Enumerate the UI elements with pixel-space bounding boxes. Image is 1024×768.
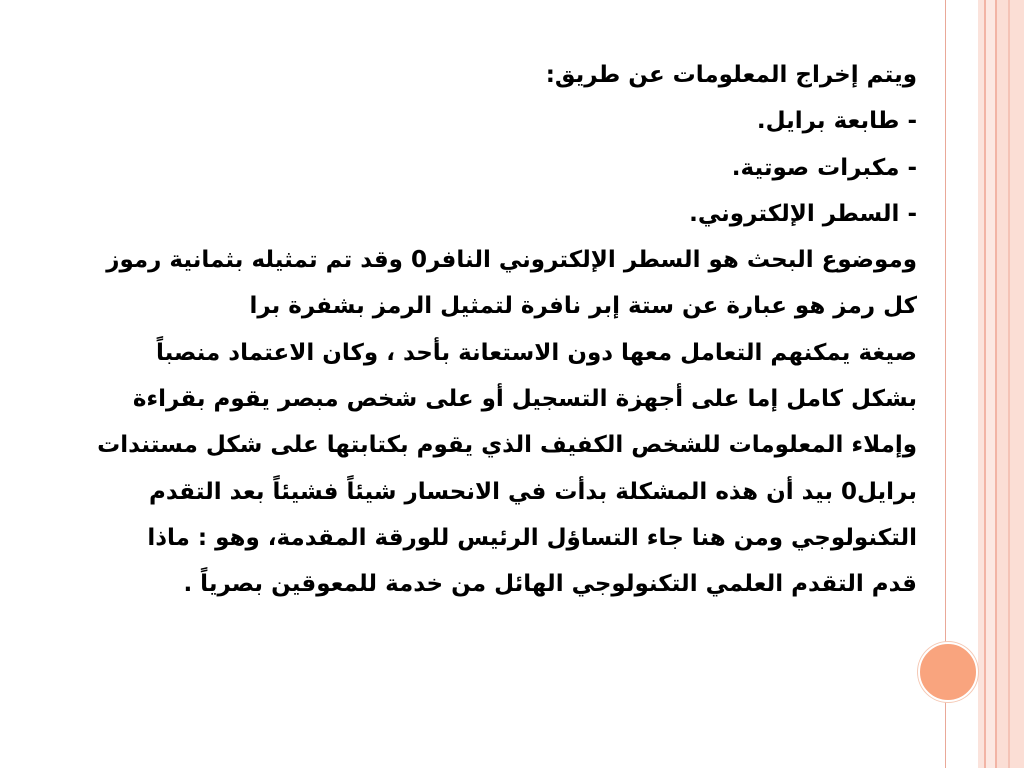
context-paragraph: صيغة يمكنهم التعامل معها دون الاستعانة بأحد ، وكان الاعتماد منصباً بشكل كامل إما على أجهزة التسجيل أو على شخص مبصر يقوم بقراءة وإملاء المعلومات للشخص الكفيف الذي يقوم بكتابتها على شكل مستندات برايل0 بيد أن هذه المشكلة بدأت في الانحسار شيئاً فشيئاً بعد التقدم التكنولوجي ومن هنا جاء التساؤل الرئيس للورقة المقدمة، وهو : ماذا قدم التقدم العلمي التكنولوجي الهائل من خدمة للمعوقين بصرياً . <box>97 339 917 598</box>
intro-line: ويتم إخراج المعلومات عن طريق: <box>545 62 917 88</box>
edge-stripe <box>997 0 1024 768</box>
bullet-speakers: - مكبرات صوتية. <box>731 154 917 181</box>
bullet-braille-printer: - طابعة برايل. <box>756 108 917 135</box>
decorative-circle <box>918 642 978 702</box>
bullet-electronic-line: - السطر الإلكتروني. <box>689 200 917 227</box>
edge-stripe <box>986 0 995 768</box>
research-topic-paragraph: وموضوع البحث هو السطر الإلكتروني النافر0 وقد تم تمثيله بثمانية رموز كل رمز هو عبارة عن ستة إبر نافرة لتمثيل الرمز بشفرة برا <box>106 247 917 320</box>
slide-body <box>95 52 917 608</box>
edge-stripe <box>1008 0 1010 768</box>
